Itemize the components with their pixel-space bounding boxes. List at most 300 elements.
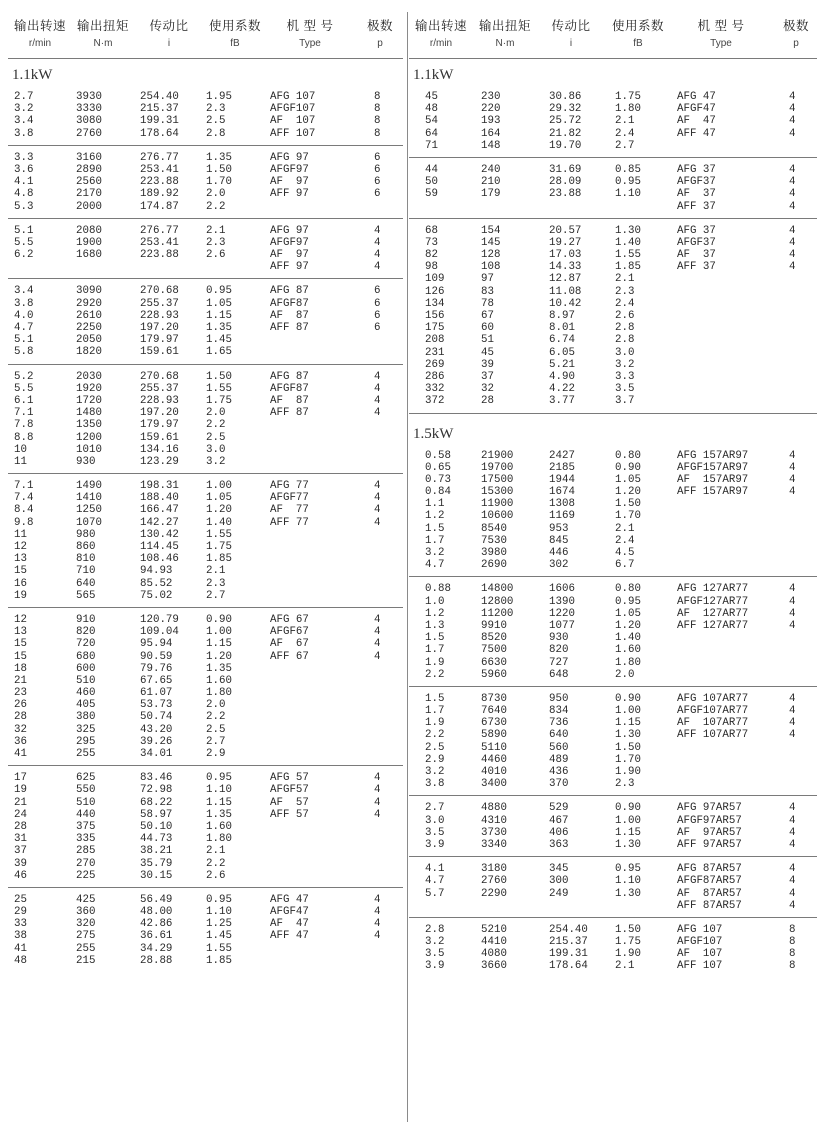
header-poles-label: 极数: [366, 19, 393, 33]
table-row: [409, 298, 817, 310]
table-row: [8, 565, 403, 577]
cell-ratio: 189.92: [140, 188, 179, 201]
cell-model: AFF 87: [270, 407, 309, 420]
cell-factor: 1.55: [615, 249, 641, 262]
cell-speed: 19: [14, 589, 27, 602]
cell-torque: 45: [481, 346, 494, 359]
cell-speed: 3.6: [14, 163, 34, 176]
cell-torque: 2250: [76, 322, 102, 334]
cell-torque: 2760: [481, 875, 507, 888]
cell-torque: 240: [481, 163, 501, 176]
cell-speed: 3.8: [14, 127, 34, 140]
cell-factor: 1.35: [206, 662, 232, 675]
cell-factor: 1.90: [615, 766, 641, 778]
cell-model: AFG 127AR77: [677, 583, 749, 596]
cell-ratio: 114.45: [140, 541, 179, 553]
cell-factor: 1.05: [615, 473, 641, 486]
cell-torque: 360: [76, 906, 96, 919]
cell-torque: 5110: [481, 741, 507, 754]
table-row: [8, 456, 403, 468]
cell-torque: 230: [481, 91, 501, 103]
cell-ratio: 30.86: [549, 91, 582, 103]
cell-speed: 44: [425, 163, 438, 176]
cell-model: AF 87: [270, 309, 309, 322]
table-row: [409, 900, 817, 912]
cell-ratio: 23.88: [549, 188, 582, 201]
cell-torque: 4010: [481, 766, 507, 778]
cell-factor: 2.1: [206, 565, 226, 578]
cell-poles: 4: [374, 382, 381, 395]
cell-speed: 134: [425, 297, 445, 310]
cell-torque: 193: [481, 115, 501, 128]
cell-torque: 2000: [76, 200, 102, 213]
cell-torque: 1680: [76, 249, 102, 262]
cell-speed: 28: [14, 820, 27, 833]
cell-model: AFF 57: [270, 808, 309, 821]
cell-torque: 12800: [481, 595, 514, 608]
header-model-label: 机 型 号: [286, 19, 334, 33]
cell-speed: 73: [425, 236, 438, 249]
cell-model: AFGF87: [270, 297, 309, 310]
cell-torque: 460: [76, 687, 96, 700]
table-row: [409, 875, 817, 887]
cell-model: AFF 67: [270, 650, 309, 663]
cell-factor: 0.95: [615, 863, 641, 876]
cell-ratio: 198.31: [140, 480, 179, 493]
cell-ratio: 11.08: [549, 285, 582, 298]
cell-torque: 179: [481, 188, 501, 201]
table-row: [409, 91, 817, 103]
table-row: [8, 249, 403, 261]
cell-factor: 1.30: [615, 887, 641, 900]
table-row: [409, 310, 817, 322]
cell-torque: 2030: [76, 370, 102, 383]
cell-torque: 335: [76, 833, 96, 846]
cell-torque: 11900: [481, 498, 514, 511]
cell-speed: 6.2: [14, 249, 34, 262]
cell-poles: 4: [374, 906, 381, 919]
cell-ratio: 1944: [549, 473, 575, 486]
cell-factor: 2.1: [615, 522, 635, 535]
cell-torque: 220: [481, 103, 501, 116]
cell-torque: 3330: [76, 103, 102, 116]
table-row: [8, 492, 403, 504]
cell-speed: 5.3: [14, 200, 34, 213]
motor-group: [409, 219, 817, 414]
table-row: [8, 699, 403, 711]
table-row: [409, 960, 817, 972]
cell-factor: 1.30: [615, 729, 641, 742]
cell-speed: 1.5: [425, 632, 445, 645]
cell-model: AF 97: [270, 249, 309, 262]
header-speed: [411, 18, 471, 52]
cell-factor: 2.0: [615, 668, 635, 681]
header-speed-unit: r/min: [429, 38, 453, 49]
cell-ratio: 159.61: [140, 431, 179, 444]
table-row: [8, 772, 403, 784]
cell-factor: 2.4: [615, 127, 635, 140]
cell-poles: 4: [374, 394, 381, 407]
cell-model: AFF 47: [270, 930, 309, 943]
cell-ratio: 255.37: [140, 382, 179, 395]
cell-poles: 8: [789, 923, 796, 936]
cell-speed: 3.0: [425, 814, 445, 827]
cell-factor: 2.3: [206, 577, 226, 590]
cell-poles: 4: [789, 115, 796, 128]
table-row: [8, 261, 403, 273]
cell-poles: 4: [789, 188, 796, 201]
cell-model: AF 87: [270, 394, 309, 407]
cell-model: AFG 47: [270, 893, 309, 906]
motor-group: [409, 857, 817, 918]
cell-poles: 4: [374, 492, 381, 505]
cell-speed: 126: [425, 285, 445, 298]
cell-factor: 1.05: [615, 607, 641, 620]
cell-model: AF 107AR77: [677, 717, 749, 730]
cell-factor: 1.80: [206, 833, 232, 846]
cell-factor: 1.35: [206, 151, 232, 164]
table-row: [409, 729, 817, 741]
cell-factor: 1.80: [615, 103, 641, 116]
cell-torque: 4310: [481, 814, 507, 827]
cell-ratio: 25.72: [549, 115, 582, 128]
cell-poles: 4: [789, 814, 796, 827]
cell-factor: 1.15: [615, 826, 641, 839]
cell-torque: 600: [76, 662, 96, 675]
cell-factor: 0.80: [615, 583, 641, 596]
cell-ratio: 120.79: [140, 613, 179, 626]
header-speed: [10, 18, 70, 52]
cell-torque: 32: [481, 383, 494, 396]
cell-factor: 2.8: [206, 127, 226, 140]
cell-model: AFGF87: [270, 382, 309, 395]
table-row: [409, 657, 817, 669]
table-row: [409, 523, 817, 535]
cell-factor: 3.0: [206, 443, 226, 456]
cell-factor: 2.0: [206, 407, 226, 420]
table-row: [8, 748, 403, 760]
cell-poles: 4: [789, 236, 796, 249]
cell-speed: 19: [14, 784, 27, 797]
cell-torque: 325: [76, 723, 96, 736]
cell-speed: 36: [14, 735, 27, 748]
header-torque: [74, 18, 132, 52]
cell-poles: 6: [374, 309, 381, 322]
cell-ratio: 254.40: [140, 91, 179, 103]
table-row: [8, 833, 403, 845]
table-row: [8, 371, 403, 383]
cell-speed: 5.5: [14, 382, 34, 395]
cell-speed: 59: [425, 188, 438, 201]
cell-ratio: 43.20: [140, 723, 173, 736]
cell-ratio: 29.32: [549, 103, 582, 116]
cell-ratio: 197.20: [140, 407, 179, 420]
cell-model: AFF 97AR57: [677, 838, 742, 851]
cell-speed: 1.5: [425, 692, 445, 705]
cell-model: AFGF97AR57: [677, 814, 742, 827]
table-row: [409, 359, 817, 371]
cell-ratio: 142.27: [140, 516, 179, 529]
header-torque-unit: N·m: [495, 38, 515, 49]
cell-poles: 8: [374, 91, 381, 103]
cell-model: AF 47: [270, 918, 309, 931]
cell-factor: 1.50: [615, 741, 641, 754]
cell-model: AFF 87: [270, 322, 309, 334]
cell-speed: 18: [14, 662, 27, 675]
cell-factor: 1.40: [615, 236, 641, 249]
table-row: [8, 115, 403, 127]
cell-factor: 3.0: [615, 346, 635, 359]
cell-factor: 0.90: [615, 692, 641, 705]
cell-model: AFF 107: [677, 960, 723, 973]
cell-speed: 175: [425, 322, 445, 335]
cell-ratio: 108.46: [140, 553, 179, 566]
cell-torque: 3980: [481, 547, 507, 559]
cell-poles: 8: [374, 127, 381, 140]
cell-speed: 3.8: [14, 297, 34, 310]
table-row: [409, 188, 817, 200]
cell-speed: 33: [14, 918, 27, 931]
cell-model: AFG 37: [677, 224, 716, 237]
cell-ratio: 736: [549, 717, 569, 730]
table-header: [409, 8, 817, 59]
cell-torque: 1920: [76, 382, 102, 395]
cell-poles: 4: [789, 619, 796, 632]
cell-torque: 37: [481, 370, 494, 383]
table-row: [8, 858, 403, 870]
cell-torque: 8540: [481, 522, 507, 535]
cell-speed: 3.8: [425, 778, 445, 791]
cell-ratio: 72.98: [140, 784, 173, 797]
cell-torque: 2080: [76, 224, 102, 237]
cell-factor: 0.95: [615, 595, 641, 608]
table-row: [409, 115, 817, 127]
cell-speed: 11: [14, 528, 27, 541]
table-row: [409, 632, 817, 644]
cell-ratio: 8.01: [549, 322, 575, 335]
cell-factor: 2.6: [615, 310, 635, 322]
cell-poles: 4: [789, 461, 796, 474]
cell-poles: 4: [374, 504, 381, 517]
table-row: [409, 103, 817, 115]
cell-poles: 4: [789, 899, 796, 912]
cell-poles: 4: [789, 595, 796, 608]
table-row: [409, 201, 817, 213]
cell-factor: 1.55: [206, 942, 232, 955]
cell-factor: 2.1: [206, 224, 226, 237]
cell-factor: 0.85: [615, 163, 641, 176]
header-factor-unit: fB: [633, 38, 643, 49]
table-row: [8, 821, 403, 833]
table-row: [409, 128, 817, 140]
cell-model: AFG 97: [270, 151, 309, 164]
cell-ratio: 28.09: [549, 176, 582, 189]
cell-speed: 4.7: [14, 322, 34, 334]
cell-speed: 5.8: [14, 346, 34, 359]
cell-torque: 1200: [76, 431, 102, 444]
cell-torque: 2560: [76, 176, 102, 189]
cell-speed: 7.4: [14, 492, 34, 505]
cell-ratio: 53.73: [140, 699, 173, 712]
table-row: [409, 498, 817, 510]
cell-factor: 2.9: [206, 748, 226, 760]
cell-speed: 332: [425, 383, 445, 396]
table-row: [409, 535, 817, 547]
cell-poles: 4: [789, 200, 796, 213]
cell-torque: 380: [76, 711, 96, 724]
cell-ratio: 178.64: [140, 127, 179, 140]
cell-speed: 31: [14, 833, 27, 846]
cell-ratio: 35.79: [140, 857, 173, 870]
cell-torque: 3730: [481, 826, 507, 839]
cell-poles: 4: [789, 127, 796, 140]
cell-factor: 1.15: [206, 638, 232, 651]
cell-factor: 0.80: [615, 449, 641, 462]
cell-ratio: 28.88: [140, 954, 173, 967]
cell-speed: 82: [425, 249, 438, 262]
cell-speed: 372: [425, 395, 445, 408]
cell-torque: 1490: [76, 480, 102, 493]
table-row: [8, 626, 403, 638]
cell-factor: 0.95: [206, 772, 232, 785]
cell-ratio: 228.93: [140, 309, 179, 322]
table-row: [8, 444, 403, 456]
header-factor-label: 使用系数: [208, 19, 261, 33]
cell-ratio: 79.76: [140, 662, 173, 675]
header-ratio-label: 传动比: [149, 19, 189, 33]
table-row: [8, 517, 403, 529]
cell-speed: 3.9: [425, 838, 445, 851]
cell-torque: 1720: [76, 394, 102, 407]
cell-factor: 1.15: [615, 717, 641, 730]
cell-speed: 45: [425, 91, 438, 103]
cell-torque: 4080: [481, 948, 507, 961]
table-row: [409, 693, 817, 705]
cell-torque: 810: [76, 553, 96, 566]
table-row: [8, 298, 403, 310]
cell-speed: 9.8: [14, 516, 34, 529]
cell-ratio: 1390: [549, 595, 575, 608]
cell-ratio: 270.68: [140, 370, 179, 383]
cell-factor: 1.10: [206, 784, 232, 797]
cell-model: AF 97: [270, 176, 309, 189]
cell-speed: 1.9: [425, 656, 445, 669]
cell-speed: 2.7: [425, 802, 445, 815]
cell-speed: 25: [14, 893, 27, 906]
cell-model: AFG 47: [677, 91, 716, 103]
table-row: [409, 620, 817, 632]
cell-ratio: 223.88: [140, 249, 179, 262]
cell-torque: 425: [76, 893, 96, 906]
cell-factor: 3.2: [206, 455, 226, 468]
cell-model: AFGF77: [270, 492, 309, 505]
cell-speed: 48: [14, 954, 27, 967]
cell-speed: 0.58: [425, 449, 451, 462]
cell-ratio: 953: [549, 522, 569, 535]
cell-poles: 4: [374, 893, 381, 906]
cell-speed: 37: [14, 845, 27, 858]
cell-model: AF 107: [270, 115, 316, 128]
table-row: [409, 237, 817, 249]
header-poles: [360, 18, 400, 52]
table-row: [409, 583, 817, 595]
table-row: [8, 152, 403, 164]
table-row: [8, 128, 403, 140]
table-row: [8, 736, 403, 748]
cell-poles: 4: [789, 91, 796, 103]
cell-poles: 8: [789, 936, 796, 949]
cell-speed: 21: [14, 674, 27, 687]
table-row: [8, 590, 403, 602]
cell-ratio: 58.97: [140, 808, 173, 821]
cell-speed: 15: [14, 638, 27, 651]
cell-poles: 4: [374, 930, 381, 943]
table-row: [8, 870, 403, 882]
table-row: [8, 480, 403, 492]
cell-speed: 11: [14, 455, 27, 468]
table-row: [8, 188, 403, 200]
table-row: [409, 225, 817, 237]
cell-speed: 41: [14, 748, 27, 760]
cell-torque: 145: [481, 236, 501, 249]
cell-ratio: 253.41: [140, 163, 179, 176]
cell-ratio: 228.93: [140, 394, 179, 407]
cell-factor: 1.00: [206, 480, 232, 493]
cell-speed: 1.9: [425, 717, 445, 730]
cell-ratio: 83.46: [140, 772, 173, 785]
cell-factor: 1.20: [615, 619, 641, 632]
table-row: [8, 578, 403, 590]
cell-torque: 3080: [76, 115, 102, 128]
cell-factor: 2.7: [615, 139, 635, 152]
table-row: [8, 894, 403, 906]
cell-speed: 13: [14, 626, 27, 639]
cell-model: AFG 87: [270, 285, 309, 298]
table-row: [8, 201, 403, 213]
cell-torque: 910: [76, 613, 96, 626]
header-ratio-unit: i: [569, 38, 573, 49]
table-row: [8, 322, 403, 334]
table-row: [8, 310, 403, 322]
cell-speed: 2.2: [425, 668, 445, 681]
cell-torque: 4880: [481, 802, 507, 815]
cell-factor: 1.45: [206, 930, 232, 943]
cell-torque: 1820: [76, 346, 102, 359]
cell-ratio: 21.82: [549, 127, 582, 140]
cell-torque: 510: [76, 796, 96, 809]
cell-model: AF 67: [270, 638, 309, 651]
cell-speed: 231: [425, 346, 445, 359]
cell-speed: 2.5: [425, 741, 445, 754]
table-row: [8, 943, 403, 955]
table-row: [409, 948, 817, 960]
motor-group: [8, 608, 403, 766]
cell-torque: 7500: [481, 644, 507, 657]
cell-speed: 24: [14, 808, 27, 821]
table-row: [8, 103, 403, 115]
cell-model: AFGF107: [270, 103, 316, 116]
cell-torque: 1250: [76, 504, 102, 517]
cell-torque: 270: [76, 857, 96, 870]
table-row: [409, 450, 817, 462]
cell-speed: 0.65: [425, 461, 451, 474]
cell-ratio: 56.49: [140, 893, 173, 906]
cell-factor: 3.5: [615, 383, 635, 396]
cell-torque: 285: [76, 845, 96, 858]
cell-ratio: 95.94: [140, 638, 173, 651]
cell-ratio: 85.52: [140, 577, 173, 590]
cell-ratio: 370: [549, 778, 569, 791]
